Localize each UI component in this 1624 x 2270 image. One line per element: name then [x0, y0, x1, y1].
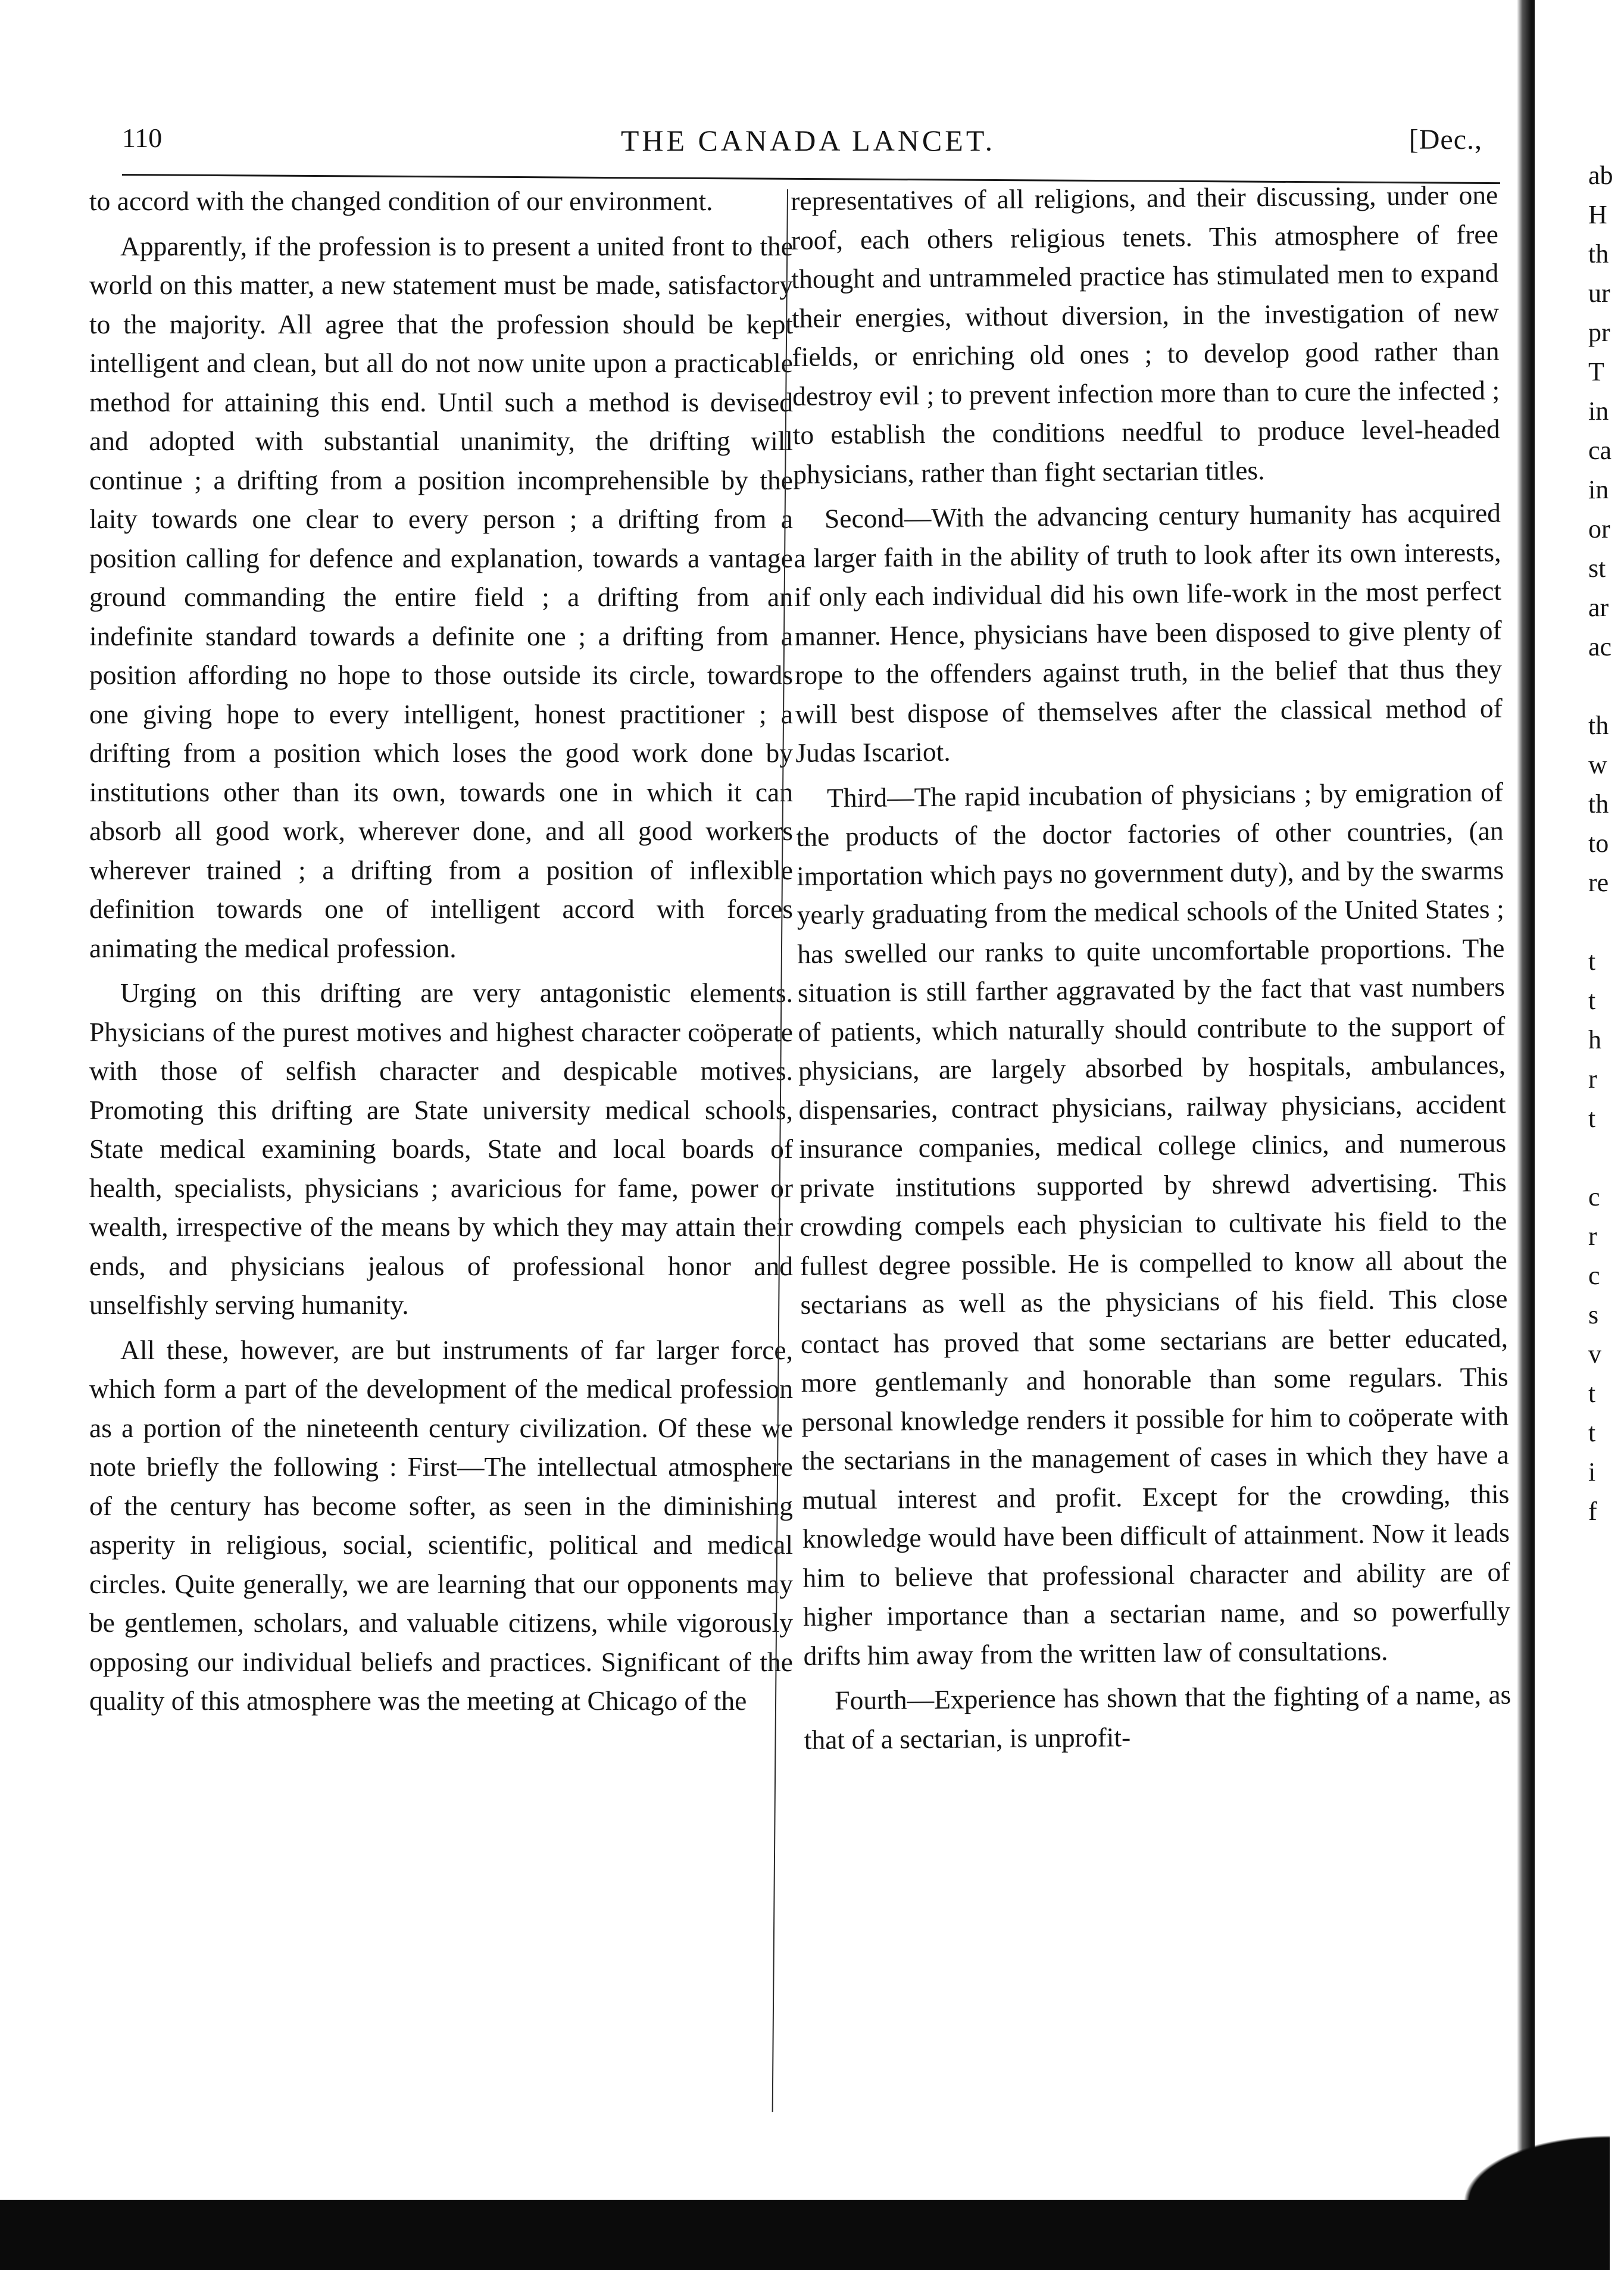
- paragraph: to accord with the changed condition of our environment.: [89, 186, 713, 216]
- paragraph: Second—With the advancing century humanity has acquired a larger faith in the ability of truth to look after its own interests, if only each individual did his own life-work in the most perfect manner. Hence, physicians have been disposed to give plenty of rope to the offenders against truth, in the belief that thus they will best dispose of themselves after the classical method of Judas Iscariot.: [794, 497, 1503, 768]
- facing-page-fragment: to: [1588, 829, 1609, 858]
- paragraph: Third—The rapid incubation of physicians ; by emigration of the products of the doctor factories of other countries, (an importation which pays no government duty), and by the swarms yearly graduating from the medical schools of the United States ; has swelled our ranks to quite uncomfortable proportions. The situation is still farther aggravated by the fact that vast numbers of patients, which naturally should contribute to the support of physicians, are largely absorbed by hospitals, ambulances, dispensaries, contract physicians, railway physicians, accident insurance companies, medical college clinics, and numerous private institutions supported by shrewd advertising. This crowding compels each physician to cultivate his field to the fullest degree possible. He is compelled to know all about the sectarians as well as the physicians of his field. This close contact has proved that some sectarians are better educated, more gentlemanly and honorable than some regulars. This personal knowledge renders it possible for him to coöperate with the sectarians in the management of cases in which they have a mutual interest and profit. Except for the crowding, this knowledge would have been difficult of attainment. Now it leads him to believe that professional character and ability are of higher importance than a sectarian name, and so powerfully drifts him away from the written law of consultations.: [796, 776, 1511, 1671]
- running-head: [122, 122, 1494, 170]
- facing-page-fragment: c: [1588, 1261, 1600, 1290]
- facing-page-fragments: [1588, 156, 1624, 1531]
- paragraph: Urging on this drifting are very antagonistic elements. Physicians of the purest motives and highest character coöperate with those of selfish character and despicable motives. Promoting this drifting are State university medical schools, State medical examining boards, State and local boards of health, specialists, physicians ; avaricious for fame, power or wealth, irrespective of the means by which they may attain their ends, and physicians jealous of professional honor and unselfishly serving humanity.: [89, 978, 793, 1320]
- page-number: 110: [122, 123, 163, 153]
- facing-page-fragment: pr: [1588, 318, 1610, 347]
- facing-page-fragment: th: [1588, 711, 1609, 740]
- facing-page-fragment: ac: [1588, 632, 1612, 661]
- page-curl-shadow: [1429, 2119, 1610, 2203]
- facing-page-fragment: c: [1588, 1182, 1600, 1212]
- facing-page-fragment: v: [1588, 1339, 1601, 1369]
- facing-page-fragment: T: [1588, 357, 1604, 386]
- facing-page-fragment: [1588, 667, 1624, 706]
- journal-title: THE CANADA LANCET.: [620, 124, 996, 157]
- facing-page-fragment: th: [1588, 239, 1609, 268]
- facing-page-fragment: t: [1588, 1104, 1596, 1133]
- page-edge-line: [1531, 0, 1535, 2270]
- facing-page-fragment: [1588, 903, 1624, 942]
- facing-page-fragment: ab: [1588, 161, 1613, 190]
- left-column: [89, 182, 793, 1726]
- facing-page-fragment: in: [1588, 396, 1609, 426]
- paragraph: Apparently, if the profession is to present a united front to the world on this matter, a new statement must be made, satisfactory to the majority. All agree that the profession should be kept intelligent and clean, but all do not now unite upon a practicable method for attaining this end. Until such a method is devised and adopted with substantial unanimity, the drifting will continue ; a drifting from a position incomprehensible by the laity towards one clear to every person ; a drifting from a position calling for defence and explanation, towards a vantage ground commanding the entire field ; a drifting from an indefinite standard towards a definite one ; a drifting from a position affording no hope to those outside its circle, towards one giving hope to every intelligent, honest practitioner ; a drifting from a position which loses the good work done by institutions other than its own, towards one in which it can absorb all good work, wherever done, and all good workers wherever trained ; a drifting from a position of inflexible definition towards one of intelligent accord with forces animating the medical profession.: [89, 230, 793, 963]
- facing-page-fragment: ur: [1588, 279, 1610, 308]
- facing-page-fragment: H: [1588, 200, 1607, 229]
- facing-page-fragment: th: [1588, 789, 1609, 819]
- paragraph: representatives of all religions, and their discussing, under one roof, each others religious tenets. This atmosphere of free thought and untrammeled practice has stimulated men to expand their energies, without diversion, in the investigation of new fields, or enriching old ones ; to develop good rather than destroy evil ; to prevent infection more than to cure the infected ; to establish the conditions needful to produce level-headed physicians, rather than fight sectarian titles.: [791, 179, 1500, 489]
- paragraph: All these, however, are but instruments of far larger force, which form a part of the development of the medical profession as a portion of the nineteenth century civilization. Of these we note briefly the following : First—The intellectual atmosphere of the century has become softer, as seen in the diminishing asperity in religious, social, scientific, political and medical circles. Quite generally, we are learning that our opponents may be gentlemen, scholars, and valuable citizens, while vigorously opposing our individual beliefs and practices. Significant of the quality of this atmosphere was the meeting at Chicago of the: [89, 1334, 793, 1716]
- facing-page-fragment: s: [1588, 1300, 1599, 1329]
- facing-page-fragment: f: [1588, 1497, 1597, 1526]
- right-column: [791, 176, 1511, 1765]
- facing-page-fragment: i: [1588, 1457, 1596, 1487]
- facing-page-fragment: st: [1588, 554, 1606, 583]
- facing-page-fragment: t: [1588, 1418, 1596, 1447]
- facing-page-fragment: in: [1588, 475, 1609, 504]
- facing-page-fragment: ca: [1588, 436, 1612, 465]
- facing-page-fragment: t: [1588, 947, 1596, 976]
- facing-page-fragment: w: [1588, 750, 1607, 779]
- binding-gutter-shadow: [1517, 0, 1531, 2270]
- facing-page-fragment: t: [1588, 986, 1596, 1015]
- facing-page-fragment: re: [1588, 868, 1609, 897]
- facing-page-fragment: r: [1588, 1064, 1597, 1094]
- scan-bottom-band: [0, 2200, 1610, 2270]
- facing-page-fragment: h: [1588, 1025, 1601, 1054]
- facing-page-fragment: t: [1588, 1379, 1596, 1408]
- paragraph: Fourth—Experience has shown that the fighting of a name, as that of a sectarian, is unprofit-: [804, 1679, 1511, 1755]
- issue-month: [Dec.,: [1408, 124, 1482, 155]
- facing-page-fragment: ar: [1588, 593, 1609, 622]
- facing-page-fragment: r: [1588, 1222, 1597, 1251]
- facing-page-fragment: [1588, 1138, 1624, 1178]
- facing-page-fragment: or: [1588, 514, 1610, 544]
